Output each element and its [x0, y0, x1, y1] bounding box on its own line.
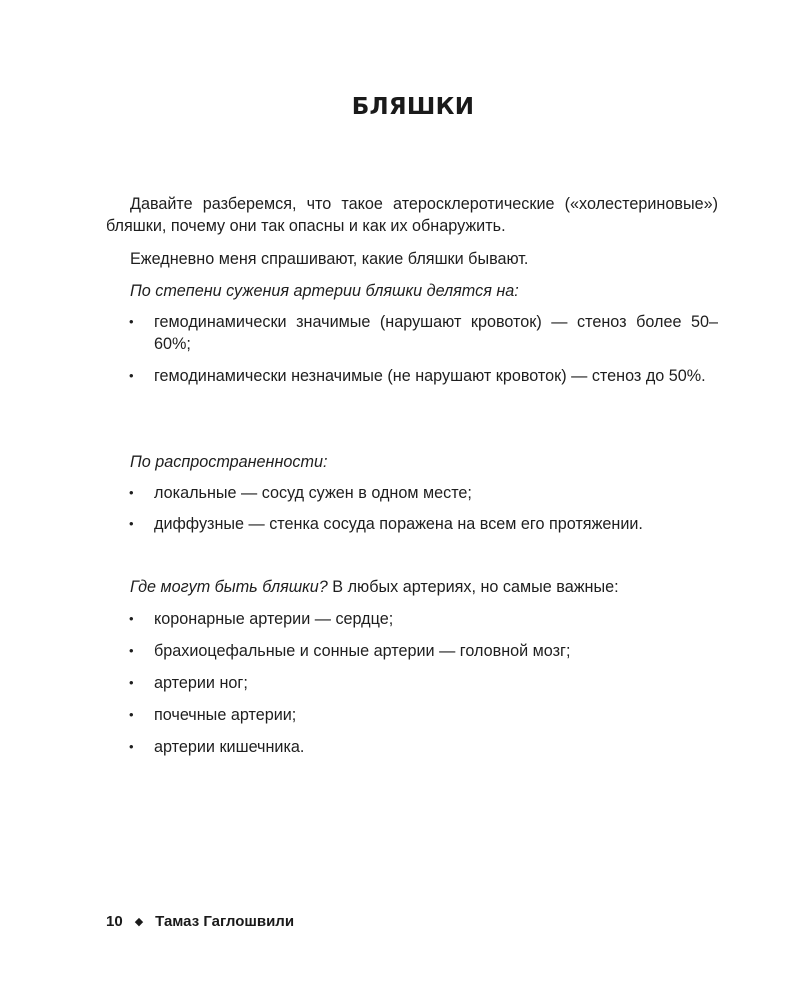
section-heading-rest: В любых артериях, но самые важные:	[327, 578, 619, 596]
section-heading	[106, 576, 718, 598]
stenosis-item-2-wrap	[106, 365, 718, 387]
spread-item-2-wrap	[106, 513, 718, 535]
bullet-icon: •	[129, 643, 134, 658]
list-item	[106, 608, 718, 630]
bullet-icon: •	[129, 707, 134, 722]
list-item-text: локальные — сосуд сужен в одном месте;	[154, 484, 472, 502]
list-item-text: гемодинамически незначимые (не нарушают кровоток) — стеноз до 50%.	[154, 367, 706, 385]
section-spread-heading	[106, 451, 718, 473]
location-list-wrap	[106, 608, 718, 758]
list-item	[106, 311, 718, 355]
list-item-text: диффузные — стенка сосуда поражена на всем его протяжении.	[154, 515, 643, 533]
list-item-text: почечные артерии;	[154, 706, 297, 724]
list-item-text: артерии кишечника.	[154, 738, 305, 756]
author-name: Тамаз Гаглошвили	[155, 913, 295, 930]
bullet-list	[106, 513, 718, 535]
bullet-icon: •	[129, 368, 134, 383]
section-location-heading	[106, 576, 718, 598]
page-number: 10	[106, 913, 123, 930]
list-item	[106, 513, 718, 535]
list-item	[106, 736, 718, 758]
list-item	[106, 704, 718, 726]
diamond-separator-icon: ◆	[134, 916, 144, 928]
page-title: БЛЯШКИ	[351, 94, 475, 120]
bullet-list	[106, 482, 718, 504]
list-item-text: артерии ног;	[154, 674, 248, 692]
intro-text-2	[106, 248, 718, 270]
list-item	[106, 482, 718, 504]
list-item-text: брахиоцефальные и сонные артерии — головной мозг;	[154, 642, 571, 660]
paragraph: Ежедневно меня спрашивают, какие бляшки бывают.	[130, 250, 529, 268]
list-item	[106, 672, 718, 694]
bullet-list	[106, 608, 718, 758]
section-heading: По распространенности:	[130, 453, 328, 471]
page-footer	[106, 913, 294, 930]
bullet-icon: •	[129, 516, 134, 531]
stenosis-item-1-wrap	[106, 311, 718, 355]
list-item	[106, 640, 718, 662]
bullet-icon: •	[129, 675, 134, 690]
spread-item-1-wrap	[106, 482, 718, 504]
bullet-list	[106, 365, 718, 387]
list-item	[106, 365, 718, 387]
paragraph: Давайте разберемся, что такое атеросклеротические («холестериновые») бляшки, почему они так опасны и как их обнаружить.	[106, 195, 718, 235]
section-heading-question: Где могут быть бляшки?	[130, 578, 328, 596]
bullet-list	[106, 311, 718, 355]
bullet-icon: •	[129, 611, 134, 626]
section-heading: По степени сужения артерии бляшки делятся на:	[130, 282, 519, 300]
bullet-icon: •	[129, 739, 134, 754]
bullet-icon: •	[129, 485, 134, 500]
list-item-text: гемодинамически значимые (нарушают кровоток) — стеноз более 50–60%;	[154, 313, 718, 353]
intro-text	[106, 193, 718, 237]
section-stenosis-heading	[106, 280, 718, 302]
list-item-text: коронарные артерии — сердце;	[154, 610, 394, 628]
bullet-icon: •	[129, 314, 134, 329]
